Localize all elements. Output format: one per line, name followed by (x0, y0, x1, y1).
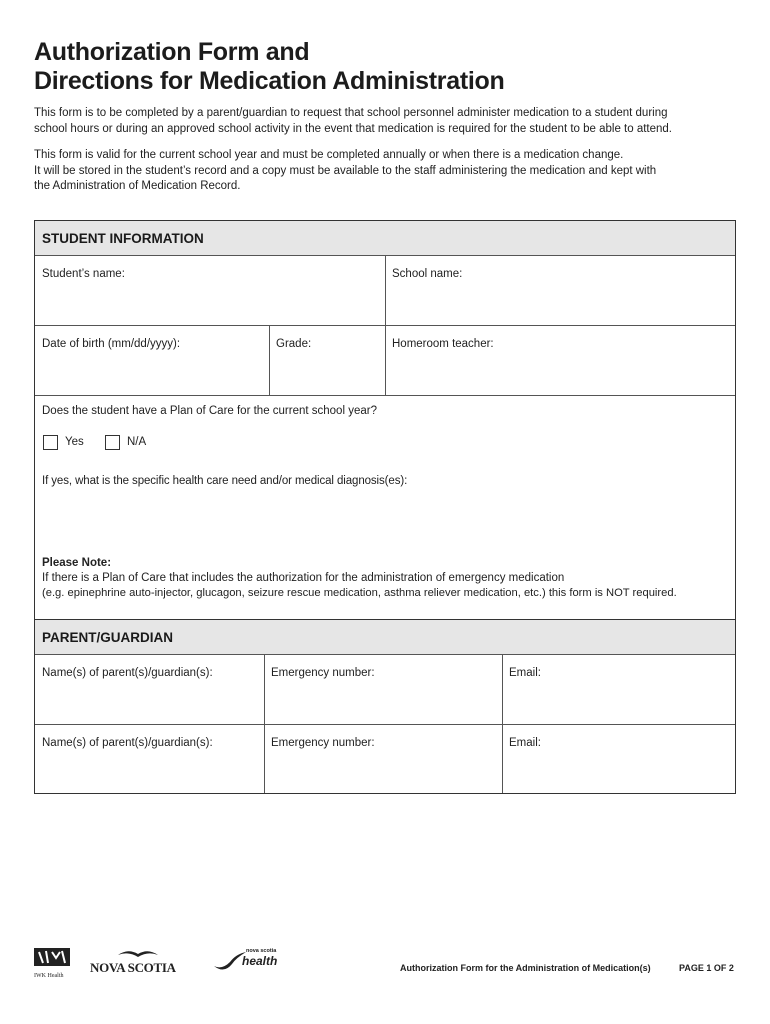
emergency-number-label: Emergency number: (271, 737, 375, 749)
date-of-birth-label: Date of birth (mm/dd/yyyy): (42, 338, 181, 350)
nova-scotia-logo-text: NOVA SCOTIA (90, 960, 176, 975)
title-line-1: Authorization Form and (34, 38, 310, 66)
emergency-number-field-2[interactable] (264, 725, 502, 793)
osprey-icon (116, 946, 160, 960)
health-logo-small-text: nova scotia (246, 948, 277, 954)
intro-line: This form is to be completed by a parent/guardian to request that school personnel administer medication to a student during (34, 107, 668, 119)
school-name-label: School name: (392, 268, 463, 280)
yes-label: Yes (65, 436, 84, 448)
please-note-line-2: (e.g. epinephrine auto-injector, glucagon, seizure rescue medication, asthma reliever medication, etc.) this form is NOT required. (42, 587, 677, 599)
school-name-field[interactable] (385, 256, 735, 326)
email-label: Email: (509, 737, 541, 749)
grade-label: Grade: (276, 338, 312, 350)
intro-paragraph-2 (34, 148, 739, 195)
intro-paragraph-1 (34, 106, 739, 137)
na-checkbox[interactable] (105, 435, 120, 450)
plan-of-care-question: Does the student have a Plan of Care for the current school year? (42, 405, 377, 417)
please-note-line-1: If there is a Plan of Care that includes the authorization for the administration of emergency medication (42, 572, 565, 584)
email-field-1[interactable] (502, 655, 735, 724)
intro-line: This form is valid for the current school year and must be completed annually or when there is a medication change. (34, 149, 624, 161)
diagnosis-field[interactable] (35, 491, 735, 551)
grade-field[interactable] (269, 326, 385, 396)
yes-checkbox[interactable] (43, 435, 58, 450)
diagnosis-question: If yes, what is the specific health care need and/or medical diagnosis(es): (42, 475, 408, 487)
email-label: Email: (509, 667, 541, 679)
intro-line: school hours or during an approved school activity in the event that medication is required for the student to be able to attend. (34, 122, 673, 135)
homeroom-teacher-label: Homeroom teacher: (392, 338, 494, 350)
date-of-birth-field[interactable] (35, 326, 269, 396)
parent-guardian-section (34, 619, 736, 794)
iwk-health-logo (34, 946, 70, 979)
iwk-mark-icon (34, 946, 70, 968)
parent-guardian-heading: PARENT/GUARDIAN (35, 620, 735, 655)
parent-name-field-2[interactable] (35, 725, 264, 793)
homeroom-teacher-field[interactable] (385, 326, 735, 396)
parent-name-label: Name(s) of parent(s)/guardian(s): (42, 667, 213, 679)
iwk-logo-text: IWK Health (34, 973, 64, 979)
student-information-heading: STUDENT INFORMATION (35, 221, 735, 256)
please-note-heading: Please Note: (42, 557, 112, 569)
parent-name-label: Name(s) of parent(s)/guardian(s): (42, 737, 213, 749)
students-name-field[interactable] (35, 256, 385, 326)
student-information-section (34, 220, 736, 620)
footer-page-number: PAGE 1 OF 2 (679, 963, 734, 973)
title-line-2: Directions for Medication Administration (34, 67, 505, 95)
email-field-2[interactable] (502, 725, 735, 793)
emergency-number-field-1[interactable] (264, 655, 502, 724)
page-title (34, 38, 504, 96)
emergency-number-label: Emergency number: (271, 667, 375, 679)
footer-form-name: Authorization Form for the Administration of Medication(s) (400, 963, 651, 973)
intro-line: the Administration of Medication Record. (34, 180, 241, 192)
students-name-label: Student’s name: (42, 268, 125, 280)
divider (35, 395, 735, 396)
health-logo-text: health (242, 954, 278, 968)
na-label: N/A (127, 436, 147, 448)
nova-scotia-logo (90, 946, 190, 976)
nova-scotia-health-logo (212, 948, 282, 974)
parent-name-field-1[interactable] (35, 655, 264, 724)
intro-line: It will be stored in the student’s record and a copy must be available to the staff administering the medication and kept with (34, 164, 657, 177)
